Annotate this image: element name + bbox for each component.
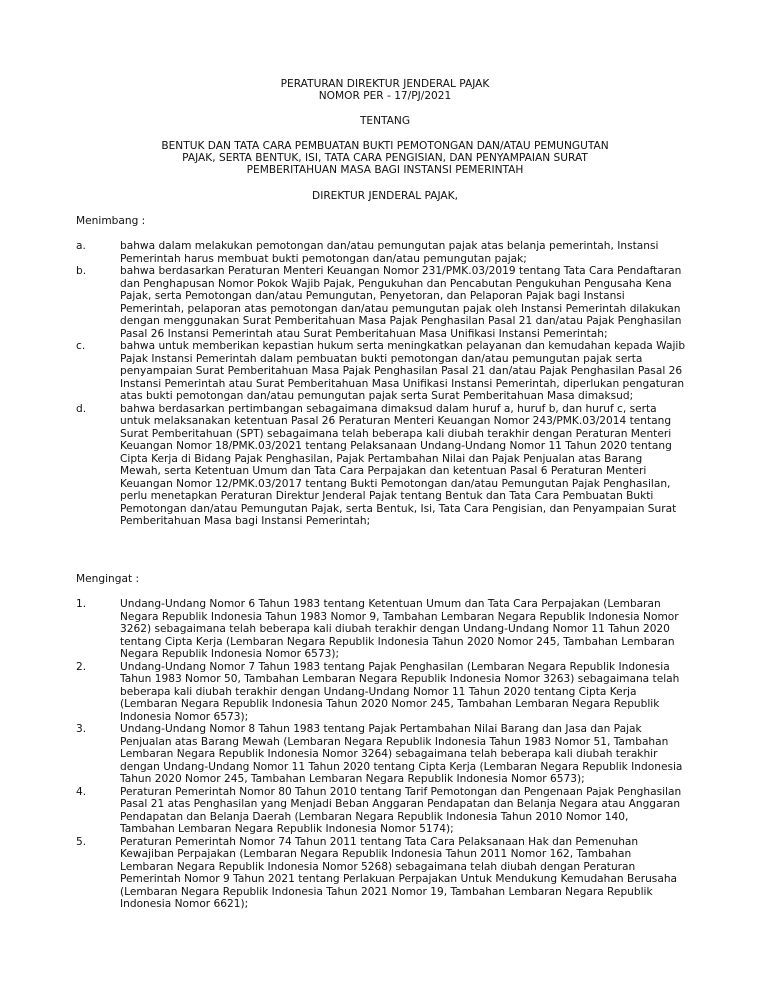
subject-line-1: BENTUK DAN TATA CARA PEMBUATAN BUKTI PEMOTONGAN DAN/ATAU PEMUNGUTAN: [161, 140, 609, 152]
list-item: [76, 240, 686, 265]
item-text: bahwa berdasarkan pertimbangan sebagaimana dimaksud dalam huruf a, huruf b, dan huruf c, serta untuk melaksanakan ketentuan Pasal 26 Peraturan Menteri Keuangan Nomor 243/PMK.03/2014 tentang Surat Pemberitahuan (SPT) sebagaimana telah beberapa kali diubah terakhir dengan Peraturan Menteri Keuangan Nomor 18/PMK.03/2021 tentang Pelaksanaan Undang-Undang Nomor 11 Tahun 2020 tentang Cipta Kerja di Bidang Pajak Penghasilan, Pajak Pertambahan Nilai dan Pajak Penjualan atas Barang Mewah, serta Ketentuan Umum dan Tata Cara Perpajakan dan ketentuan Pasal 6 Peraturan Menteri Keuangan Nomor 12/PMK.03/2017 tentang Bukti Pemotongan dan/atau Pemungutan Pajak Penghasilan, perlu menetapkan Peraturan Direktur Jenderal Pajak tentang Bentuk dan Tata Cara Pembuatan Bukti Pemotongan dan/atau Pemungutan Pajak, serta Bentuk, Isi, Tata Cara Pengisian, dan Penyampaian Surat Pemberitahuan Masa bagi Instansi Pemerintah;: [120, 402, 677, 527]
item-number: b.: [76, 265, 87, 277]
item-text: Undang-Undang Nomor 8 Tahun 1983 tentang Pajak Pertambahan Nilai Barang dan Jasa dan Pajak Penjualan atas Barang Mewah (Lembaran Negara Republik Indonesia Tahun 1983 Nomor 51, Tambahan Lembaran Negara Republik Indonesia Nomor 3264) sebagaimana telah beberapa kali diubah terakhir dengan Undang-Undang Nomor 11 Tahun 2020 tentang Cipta Kerja (Lembaran Negara Republik Indonesia Tahun 2020 Nomor 245, Tambahan Lembaran Negara Republik Indonesia Nomor 6573);: [120, 723, 683, 785]
list-item: [76, 265, 686, 340]
menimbang-label: Menimbang :: [76, 215, 146, 227]
item-number: d.: [76, 402, 87, 415]
item-number: 5.: [76, 835, 87, 848]
subject-line-3: PEMBERITAHUAN MASA BAGI INSTANSI PEMERINTAH: [246, 164, 524, 176]
menimbang-list: [76, 240, 686, 528]
subject-line-2: PAJAK, SERTA BENTUK, ISI, TATA CARA PENGISIAN, DAN PENYAMPAIAN SURAT: [182, 152, 588, 164]
item-number: 2.: [76, 660, 87, 673]
list-item: [76, 836, 686, 911]
item-number: 1.: [76, 598, 87, 610]
signatory: DIREKTUR JENDERAL PAJAK,: [312, 190, 458, 202]
item-text: bahwa dalam melakukan pemotongan dan/atau pemungutan pajak atas belanja pemerintah, Instansi Pemerintah harus membuat bukti pemotongan dan/atau pemungutan pajak;: [120, 240, 659, 265]
mengingat-label: Mengingat :: [76, 573, 140, 585]
list-item: [76, 340, 686, 403]
list-item: [76, 786, 686, 836]
title-line-1: PERATURAN DIREKTUR JENDERAL PAJAK: [280, 78, 490, 90]
item-number: 3.: [76, 723, 87, 735]
item-text: Undang-Undang Nomor 6 Tahun 1983 tentang Ketentuan Umum dan Tata Cara Perpajakan (Lembaran Negara Republik Indonesia Tahun 1983 Nomor 9, Tambahan Lembaran Negara Republik Indonesia Nomor 3262) sebagaimana telah beberapa kali diubah terakhir dengan Undang-Undang Nomor 11 Tahun 2020 tentang Cipta Kerja (Lembaran Negara Republik Indonesia Tahun 2020 Nomor 245, Tambahan Lembaran Negara Republik Indonesia Nomor 6573);: [120, 598, 679, 660]
item-number: a.: [76, 240, 86, 252]
item-number: c.: [76, 340, 86, 352]
tentang-heading: TENTANG: [359, 115, 411, 127]
title-line-2: NOMOR PER - 17/PJ/2021: [318, 90, 452, 102]
list-item: [76, 598, 686, 661]
item-text: bahwa untuk memberikan kepastian hukum serta meningkatkan pelayanan dan kemudahan kepada Wajib Pajak Instansi Pemerintah dalam pembuatan bukti pemotongan dan/atau pemungutan pajak serta penyampaian Surat Pemberitahuan Masa Pajak Penghasilan Pasal 21 dan/atau Pajak Penghasilan Pasal 26 Instansi Pemerintah atau Surat Pemberitahuan Masa Unifikasi Instansi Pemerintah, diperlukan pengaturan atas bukti pemotongan dan/atau pemungutan pajak serta Surat Pemberitahuan Masa dimaksud;: [120, 340, 686, 402]
item-number: 4.: [76, 785, 87, 798]
item-text: bahwa berdasarkan Peraturan Menteri Keuangan Nomor 231/PMK.03/2019 tentang Tata Cara Pendaftaran dan Penghapusan Nomor Pokok Wajib Pajak, Pengukuhan dan Pencabutan Pengukuhan Pengusaha Kena Pajak, serta Pemotongan dan/atau Pemungutan, Penyetoran, dan Pelaporan Pajak bagi Instansi Pemerintah, pelaporan atas pemotongan dan/atau pemungutan pajak oleh Instansi Pemerintah dilakukan dengan menggunakan Surat Pemberitahuan Masa Pajak Penghasilan Pasal 21 dan/atau Pajak Penghasilan Pasal 26 Instansi Pemerintah atau Surat Pemberitahuan Masa Unifikasi Instansi Pemerintah;: [120, 265, 682, 340]
list-item: [76, 661, 686, 724]
list-item: [76, 403, 686, 528]
list-item: [76, 723, 686, 786]
item-text: Peraturan Pemerintah Nomor 74 Tahun 2011 tentang Tata Cara Pelaksanaan Hak dan Pemenuhan Kewajiban Perpajakan (Lembaran Negara Republik Indonesia Tahun 2011 Nomor 162, Tambahan Lembaran Negara Republik Indonesia Nomor 5268) sebagaimana telah diubah dengan Peraturan Pemerintah Nomor 9 Tahun 2021 tentang Perlakuan Perpajakan Untuk Mendukung Kemudahan Berusaha (Lembaran Negara Republik Indonesia Tahun 2021 Nomor 19, Tambahan Lembaran Negara Republik Indonesia Nomor 6621);: [120, 835, 678, 910]
mengingat-list: [76, 598, 686, 911]
item-text: Undang-Undang Nomor 7 Tahun 1983 tentang Pajak Penghasilan (Lembaran Negara Republik Indonesia Tahun 1983 Nomor 50, Tambahan Lembaran Negara Republik Indonesia Nomor 3263) sebagaimana telah beberapa kali diubah terakhir dengan Undang-Undang Nomor 11 Tahun 2020 tentang Cipta Kerja (Lembaran Negara Republik Indonesia Tahun 2020 Nomor 245, Tambahan Lembaran Negara Republik Indonesia Nomor 6573);: [120, 660, 680, 723]
item-text: Peraturan Pemerintah Nomor 80 Tahun 2010 tentang Tarif Pemotongan dan Pengenaan Pajak Penghasilan Pasal 21 atas Penghasilan yang Menjadi Beban Anggaran Pendapatan dan Belanja Negara atau Anggaran Pendapatan dan Belanja Daerah (Lembaran Negara Republik Indonesia Tahun 2010 Nomor 140, Tambahan Lembaran Negara Republik Indonesia Nomor 5174);: [120, 785, 682, 835]
